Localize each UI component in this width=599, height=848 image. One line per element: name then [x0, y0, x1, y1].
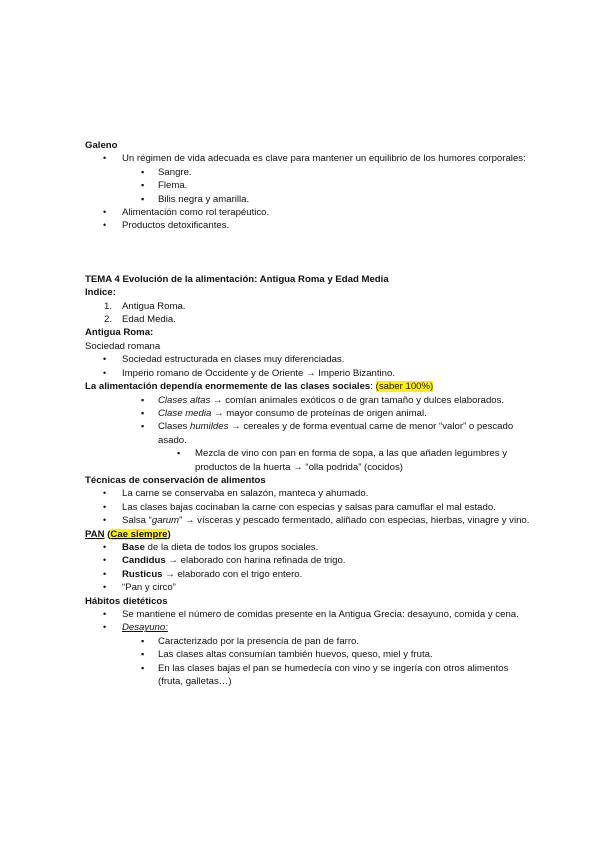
bullet-icon: •	[103, 488, 107, 499]
roma-list	[85, 353, 535, 380]
sub-bullet-icon: ▪	[141, 649, 145, 660]
bullet-icon: •	[103, 207, 107, 218]
list-item: • Desayuno:	[103, 622, 168, 634]
bullet-icon: •	[103, 354, 107, 365]
list-item: • Las clases bajas cocinaban la carne con especias y salsas para camuflar el mal estado.	[103, 501, 496, 513]
list-item: • Se mantiene el número de comidas presente en la Antigua Grecia: desayuno, comida y cena.	[103, 609, 519, 620]
list-item: ▪ Clase media → mayor consumo de proteínas de origen animal.	[141, 407, 427, 419]
bullet-icon: •	[103, 609, 107, 619]
bullet-icon: •	[103, 367, 107, 378]
list-item: • Salsa “garum” → vísceras y pescado fermentado, aliñado con especias, hierbas, vinagre y vino.	[103, 515, 530, 527]
bullet-icon: •	[103, 568, 107, 579]
list-item: ▪ Mezcla de vino con pan en forma de sopa, a las que añaden legumbres y productos de la huerta → “olla podrida” (cocidos)	[177, 448, 507, 473]
list-item: • Un régimen de vida adecuada es clave para mantener un equilibrio de los humores corporales:	[103, 153, 526, 165]
sub-bullet-icon: ▪	[141, 407, 145, 418]
pan-heading: PAN (Cae siempre)	[85, 528, 171, 540]
bullet-icon: •	[103, 153, 107, 164]
bullet-icon: •	[103, 541, 107, 552]
clases-list	[85, 394, 535, 474]
conservacion-heading: Técnicas de conservación de alimentos	[85, 474, 266, 486]
list-item: ▪ Las clases altas consumían también huevos, queso, miel y fruta.	[141, 649, 433, 661]
list-item: • “Pan y circo”	[103, 582, 176, 594]
list-item: ▪ Clases altas → comían animales exóticos o de gran tamaño y dulces elaborados.	[141, 394, 505, 406]
tema-heading: TEMA 4 Evolución de la alimentación: Antigua Roma y Edad Media	[85, 273, 389, 285]
roma-subheading: Sociedad romana	[85, 340, 161, 352]
bullet-icon: •	[103, 582, 107, 593]
sub-bullet-icon: ▪	[141, 421, 145, 432]
sub-bullet-icon: ▪	[141, 394, 145, 405]
indice-list	[85, 300, 535, 327]
list-item: ▪ Caracterizado por la presencia de pan de farro.	[141, 635, 360, 647]
sub-bullet-icon: ▪	[141, 193, 145, 204]
habitos-list	[85, 608, 535, 688]
bullet-icon: •	[103, 501, 107, 512]
highlight-note: Cae siempre	[110, 528, 168, 540]
sub-bullet-icon: ▪	[177, 448, 181, 459]
list-item: ▪ Sangre.	[141, 166, 192, 178]
sub-bullet-icon: ▪	[141, 166, 145, 177]
bullet-icon: •	[103, 220, 107, 231]
list-item: • Candidus → elaborado con harina refinada de trigo.	[103, 555, 346, 567]
roma-heading: Antigua Roma:	[85, 327, 154, 339]
list-item: ▪ En las clases bajas el pan se humedecía con vino y se ingería con otros alimentos (fruta, galletas…)	[141, 662, 509, 688]
list-item: • Rusticus → elaborado con el trigo entero.	[103, 568, 303, 580]
sub-bullet-icon: ▪	[141, 662, 145, 673]
highlight-note: (saber 100%)	[375, 381, 434, 393]
list-item: • La carne se conservaba en salazón, manteca y ahumado.	[103, 488, 369, 500]
bullet-icon: •	[103, 622, 107, 633]
document-content	[85, 139, 535, 688]
list-item: ▪ Bilis negra y amarilla.	[141, 193, 250, 205]
pan-list	[85, 541, 535, 595]
list-item: • Imperio romano de Occidente y de Oriente → Imperio Bizantino.	[103, 367, 396, 379]
habitos-heading: Hábitos dietéticos	[85, 595, 168, 607]
section-spacer	[85, 233, 535, 273]
galeno-list	[85, 152, 535, 232]
list-item: 1. Antigua Roma.	[104, 300, 186, 312]
bullet-icon: •	[103, 515, 107, 526]
list-item: • Base de la dieta de todos los grupos sociales.	[103, 541, 319, 553]
sub-bullet-icon: ▪	[141, 180, 145, 191]
list-item: 2. Edad Media.	[104, 314, 176, 326]
list-item: • Productos detoxificantes.	[103, 220, 230, 232]
list-item: ▪ Flema.	[141, 180, 188, 192]
list-item: ▪ Clases humildes → cereales y de forma eventual carne de menor “valor” o pescado asado.	[141, 421, 514, 446]
sub-bullet-icon: ▪	[141, 635, 145, 646]
bullet-icon: •	[103, 555, 107, 566]
conservacion-list	[85, 487, 535, 527]
indice-heading: Indice:	[85, 287, 116, 299]
list-item: • Sociedad estructurada en clases muy diferenciadas.	[103, 354, 345, 366]
galeno-heading: Galeno	[85, 140, 118, 151]
list-item: • Alimentación como rol terapéutico.	[103, 207, 270, 219]
alimentacion-heading: La alimentación dependía enormemente de las clases sociales: (saber 100%)	[85, 381, 434, 393]
